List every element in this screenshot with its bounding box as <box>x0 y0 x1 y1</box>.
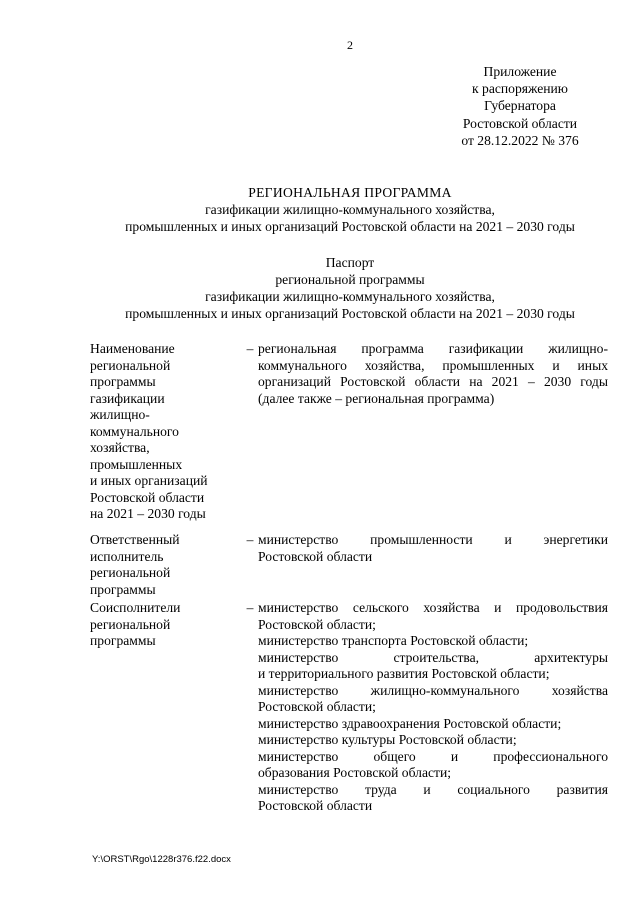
appendix-line: Приложение <box>483 64 557 79</box>
value-line: образования Ростовской области; <box>258 765 452 780</box>
passport-title-line: промышленных и иных организаций Ростовской области на 2021 – 2030 годы <box>125 306 575 321</box>
label-line: промышленных <box>90 456 183 472</box>
label-line: на 2021 – 2030 годы <box>90 506 206 521</box>
value-line: министерство промышленности и энергетики <box>258 532 608 547</box>
row-dash: – <box>246 600 254 615</box>
label-line: Ответственный <box>90 532 180 547</box>
value-line: министерство сельского хозяйства и продовольствия <box>258 600 608 615</box>
program-title-heading: РЕГИОНАЛЬНАЯ ПРОГРАММА <box>248 185 452 200</box>
appendix-line: Губернатора <box>484 98 556 114</box>
value-line: (далее также – региональная программа) <box>258 390 495 406</box>
label-line: и иных организаций <box>90 473 208 488</box>
label-line: коммунального <box>90 423 179 439</box>
appendix-line: Ростовской области <box>462 115 578 131</box>
row-label-program-name <box>90 341 240 523</box>
row-dash: – <box>246 341 254 356</box>
label-line: Ростовской области <box>90 489 205 505</box>
value-line: Ростовской области <box>258 548 373 564</box>
row-label-responsible <box>90 532 240 598</box>
value-line: министерство культуры Ростовской области; <box>258 732 517 747</box>
label-line: программы <box>90 581 156 597</box>
label-line: программы <box>90 633 156 648</box>
appendix-line: к распоряжению <box>472 81 568 97</box>
label-line: региональной <box>90 357 171 373</box>
label-line: Наименование <box>90 341 175 356</box>
value-line: Ростовской области <box>258 798 373 813</box>
label-line: региональной <box>90 565 171 580</box>
row-dash: – <box>246 532 254 547</box>
value-line: министерство здравоохранения Ростовской области; <box>258 715 562 731</box>
page-number: 2 <box>347 38 353 52</box>
appendix-line: от 28.12.2022 № 376 <box>461 132 579 148</box>
passport-heading: Паспорт <box>325 255 375 270</box>
appendix-block <box>452 63 588 149</box>
value-line: и территориального развития Ростовской области; <box>258 666 550 681</box>
program-title-line: газификации жилищно-коммунального хозяйства, <box>205 202 495 217</box>
passport-title-line: региональной программы <box>275 272 425 287</box>
value-line: Ростовской области; <box>258 699 376 714</box>
row-value-program-name <box>258 341 608 407</box>
value-line: министерство жилищно-коммунального хозяйства <box>258 682 608 698</box>
label-line: исполнитель <box>90 548 164 564</box>
row-label-co-executors <box>90 600 240 650</box>
value-line: министерство общего и профессионального <box>258 748 608 764</box>
label-line: региональной <box>90 616 171 632</box>
label-line: хозяйства, <box>90 440 150 455</box>
label-line: газификации <box>90 390 165 406</box>
value-line: министерство строительства, архитектуры <box>258 649 608 665</box>
value-line: министерство транспорта Ростовской области; <box>258 633 529 648</box>
value-line: региональная программа газификации жилищно- <box>258 341 608 356</box>
label-line: жилищно- <box>90 407 150 422</box>
file-path-footer: Y:\ORST\Rgo\1228r376.f22.docx <box>92 854 231 865</box>
passport-title-line: газификации жилищно-коммунального хозяйства, <box>205 289 495 304</box>
value-line: коммунального хозяйства, промышленных и иных <box>258 357 608 373</box>
value-line: Ростовской области; <box>258 616 376 632</box>
row-value-responsible <box>258 532 608 565</box>
passport-title <box>100 254 600 322</box>
value-line: организаций Ростовской области на 2021 – 2030 годы <box>258 374 608 389</box>
row-value-co-executors <box>258 600 608 815</box>
program-title <box>100 184 600 235</box>
program-title-line: промышленных и иных организаций Ростовской области на 2021 – 2030 годы <box>125 219 575 234</box>
label-line: Соисполнители <box>90 600 181 615</box>
value-line: министерство труда и социального развития <box>258 781 608 797</box>
label-line: программы <box>90 374 156 389</box>
